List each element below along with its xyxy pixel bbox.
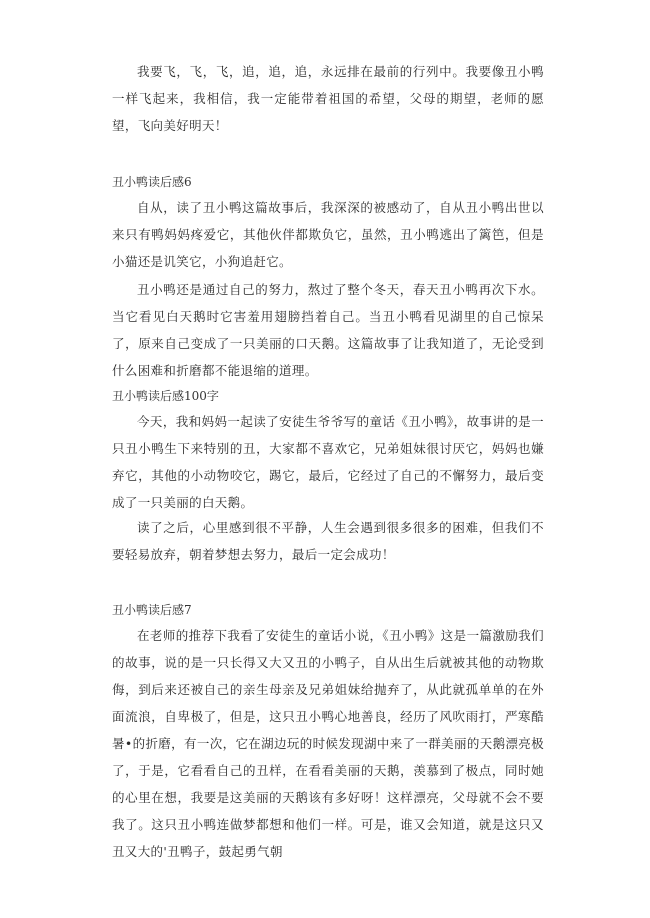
section-heading-7: 丑小鸭读后感7: [112, 603, 192, 617]
paragraph-4: 今天，我和妈妈一起读了安徒生爷爷写的童话《丑小鸭》，故事讲的是一只丑小鸭生下来特别的丑，大家都不喜欢它，兄弟姐妹很讨厌它，妈妈也嫌弃它，其他的小动物咬它，踢它，最后，它经过了自己的不懈努力，最后变成了一只美丽的白天鹅。: [112, 414, 544, 510]
paragraph-2: 自从，读了丑小鸭这篇故事后，我深深的被感动了，自从丑小鸭出世以来只有鸭妈妈疼爱它，其他伙伴都欺负它，虽然，丑小鸭逃出了篱笆，但是小猫还是讥笑它，小狗追赶它。: [112, 200, 544, 269]
paragraph-5: 读了之后，心里感到很不平静，人生会遇到很多很多的困难，但我们不要轻易放弃，朝着梦想去努力，最后一定会成功！: [112, 520, 544, 562]
section-heading-6: 丑小鸭读后感6: [112, 175, 192, 189]
section-heading-100: 丑小鸭读后感100字: [112, 389, 219, 403]
paragraph-3: 丑小鸭还是通过自己的努力，熬过了整个冬天，春天丑小鸭再次下水。当它看见白天鹅时它害羞用翅膀挡着自己。当丑小鸭看见湖里的自己惊呆了，原来自己变成了一只美丽的口天鹅。这篇故事了让我知道了，无论受到什么困难和折磨都不能退缩的道理。: [112, 282, 544, 378]
paragraph-6: 在老师的推荐下我看了安徒生的童话小说，《丑小鸭》这是一篇激励我们的故事，说的是一只长得又大又丑的小鸭子，自从出生后就被其他的动物欺侮，到后来还被自己的亲生母亲及兄弟姐妹给抛弃了，从此就孤单单的在外面流浪，自卑极了，但是，这只丑小鸭心地善良，经历了风吹雨打，严寒酷暑•的折磨，有一次，它在湖边玩的时候发现湖中来了一群美丽的天鹅漂亮极了，于是，它看看自己的丑样，在看看美丽的天鹅，羡慕到了极点，同时她的心里在想，我要是这美丽的天鹅该有多好呀！这样漂亮，父母就不会不要我了。这只丑小鸭连做梦都想和他们一样。可是，谁又会知道，就是这只又丑又大的'丑鸭子，鼓起勇气朝: [112, 628, 544, 859]
paragraph-1: 我要飞，飞，飞，追，追，追，永远排在最前的行列中。我要像丑小鸭一样飞起来，我相信，我一定能带着祖国的希望，父母的期望，老师的愿望，飞向美好明天！: [112, 64, 544, 133]
